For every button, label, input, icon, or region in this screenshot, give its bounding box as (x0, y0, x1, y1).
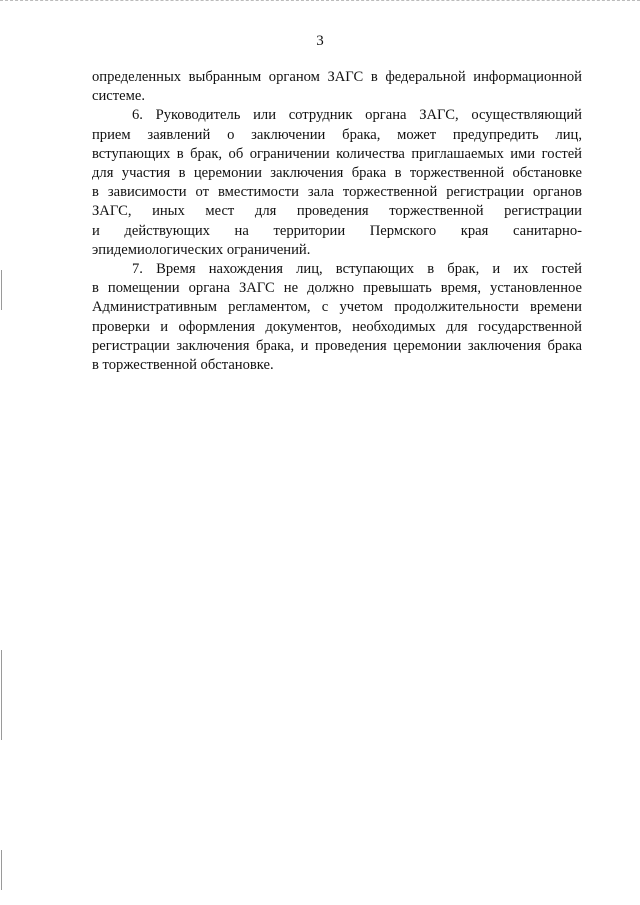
text-line: в торжественной обстановке. (92, 357, 274, 374)
text-line: Административным регламентом, с учетом продолжительности времени (92, 299, 582, 316)
text-line: для участия в церемонии заключения брака в торжественной обстановке (92, 165, 582, 182)
text-line: вступающих в брак, об ограничении количества приглашаемых ими гостей (92, 145, 582, 162)
scan-edge-left (1, 850, 2, 890)
text-line: 6. Руководитель или сотрудник органа ЗАГС, осуществляющий (132, 107, 582, 124)
paragraph-6 (92, 106, 582, 260)
text-line: и действующих на территории Пермского края санитарно- (92, 222, 582, 239)
text-line: регистрации заключения брака, и проведения церемонии заключения брака (92, 337, 582, 354)
page-number: 3 (316, 33, 324, 49)
text-line: ЗАГС, иных мест для проведения торжественной регистрации (92, 203, 582, 220)
text-line: в помещении органа ЗАГС не должно превышать время, установленное (92, 280, 582, 297)
paragraph-continuation (92, 68, 582, 106)
scan-edge-top (0, 0, 640, 4)
text-line: определенных выбранным органом ЗАГС в федеральной информационной (92, 69, 582, 85)
scan-edge-left (1, 270, 2, 310)
text-line: прием заявлений о заключении брака, может предупредить лиц, (92, 126, 582, 143)
scan-edge-left (1, 650, 2, 740)
text-line: 7. Время нахождения лиц, вступающих в брак, и их гостей (132, 261, 582, 278)
paragraph-7 (92, 260, 582, 375)
text-line: эпидемиологических ограничений. (92, 241, 311, 258)
document-body (92, 68, 582, 375)
text-line: в зависимости от вместимости зала торжественной регистрации органов (92, 184, 582, 201)
text-line: проверки и оформления документов, необходимых для государственной (92, 318, 582, 335)
text-line: системе. (92, 88, 145, 105)
